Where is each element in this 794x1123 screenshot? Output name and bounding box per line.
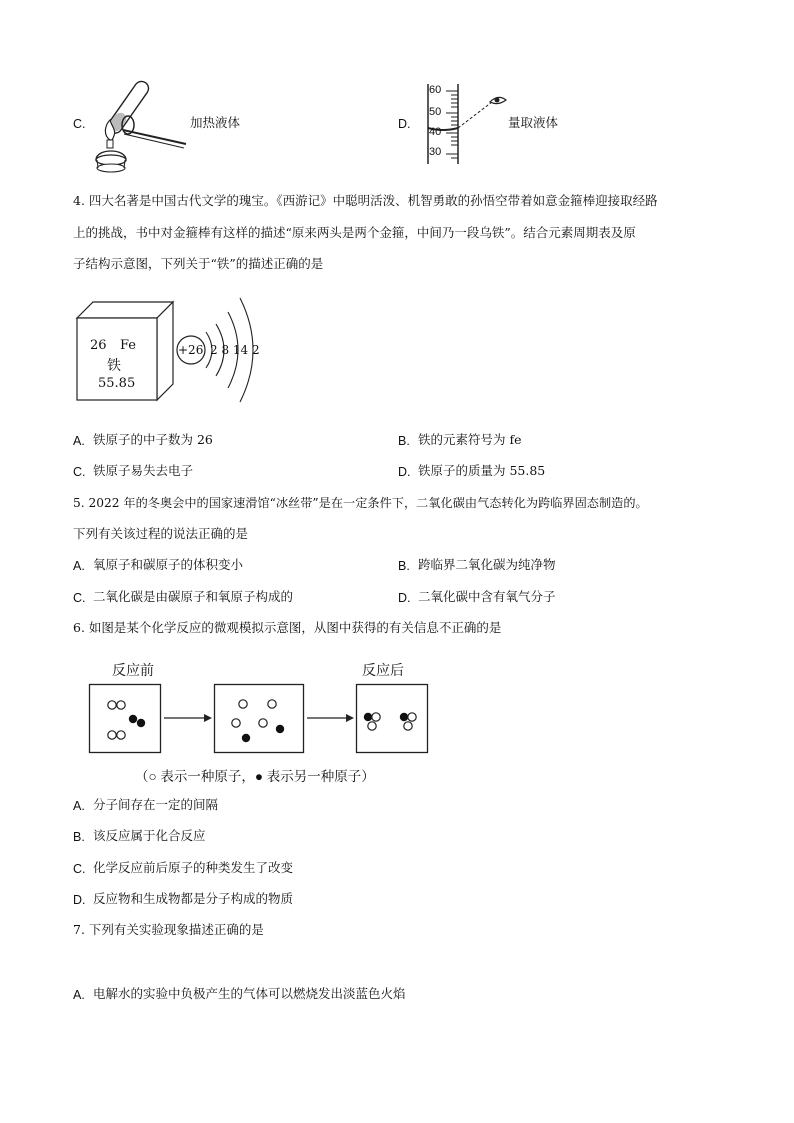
before-reaction-label: 反应前 bbox=[112, 662, 154, 678]
q7-stem: 7. 下列有关实验现象描述正确的是 bbox=[73, 922, 264, 937]
q6-option-b-text: 该反应属于化合反应 bbox=[93, 828, 206, 843]
q4-option-c-text: 铁原子易失去电子 bbox=[93, 463, 194, 478]
q5-option-a-text: 氧原子和碳原子的体积变小 bbox=[93, 557, 244, 572]
q6-option-c-label: C. bbox=[73, 862, 86, 876]
cylinder-mark-60: 60 bbox=[429, 84, 442, 96]
nucleus-charge: +26 bbox=[178, 343, 204, 357]
q6-option-c-text: 化学反应前后原子的种类发生了改变 bbox=[93, 860, 294, 875]
q6-option-d-text: 反应物和生成物都是分子构成的物质 bbox=[93, 891, 294, 906]
q4-option-d-label: D. bbox=[398, 465, 411, 479]
electron-shells: 2 8 14 2 bbox=[210, 343, 260, 357]
cylinder-mark-40: 40 bbox=[429, 126, 442, 138]
q5-option-b-text: 跨临界二氧化碳为纯净物 bbox=[418, 557, 556, 572]
reaction-legend: （○ 表示一种原子，● 表示另一种原子） bbox=[135, 769, 375, 784]
q5-option-b-label: B. bbox=[398, 559, 410, 573]
option-c-text: 加热液体 bbox=[190, 115, 241, 130]
option-d-label: D. bbox=[398, 117, 411, 131]
element-symbol: Fe bbox=[120, 338, 137, 353]
q5-stem-line-1: 5. 2022 年的冬奥会中的国家速滑馆“冰丝带”是在一定条件下，二氧化碳由气态转化为跨临界固态制造的。 bbox=[73, 496, 648, 510]
q4-option-c-label: C. bbox=[73, 465, 86, 479]
q7-option-a-label: A. bbox=[73, 988, 85, 1002]
option-c-label: C. bbox=[73, 117, 86, 131]
element-atomic-number: 26 bbox=[90, 338, 107, 353]
q4-option-b-text: 铁的元素符号为 fe bbox=[418, 432, 522, 447]
q4-option-a-text: 铁原子的中子数为 26 bbox=[93, 432, 213, 447]
option-d-text: 量取液体 bbox=[508, 115, 559, 130]
q4-option-d-text: 铁原子的质量为 55.85 bbox=[418, 463, 546, 478]
q4-stem-line-1: 4. 四大名著是中国古代文学的瑰宝。《西游记》中聪明活泼、机智勇敢的孙悟空带着如意金箍棒迎接取经路 bbox=[73, 193, 658, 208]
q4-stem-line-3: 子结构示意图，下列关于“铁”的描述正确的是 bbox=[73, 256, 324, 271]
q5-option-d-label: D. bbox=[398, 591, 411, 605]
after-reaction-label: 反应后 bbox=[362, 662, 404, 678]
cylinder-mark-50: 50 bbox=[429, 106, 442, 118]
q5-stem-line-2: 下列有关该过程的说法正确的是 bbox=[73, 526, 249, 541]
q7-option-a-text: 电解水的实验中负极产生的气体可以燃烧发出淡蓝色火焰 bbox=[93, 986, 406, 1001]
eye-icon bbox=[490, 97, 506, 103]
q5-option-c-label: C. bbox=[73, 591, 86, 605]
q5-option-c-text: 二氧化碳是由碳原子和氧原子构成的 bbox=[93, 589, 294, 604]
cylinder-mark-30: 30 bbox=[429, 146, 442, 158]
q6-option-a-text: 分子间存在一定的间隔 bbox=[93, 797, 219, 812]
q6-stem: 6. 如图是某个化学反应的微观模拟示意图，从图中获得的有关信息不正确的是 bbox=[73, 620, 502, 635]
heating-liquid-figure bbox=[88, 80, 188, 178]
q4-option-a-label: A. bbox=[73, 434, 85, 448]
element-atomic-mass: 55.85 bbox=[98, 376, 136, 391]
q6-option-b-label: B. bbox=[73, 830, 85, 844]
q6-option-a-label: A. bbox=[73, 799, 85, 813]
q5-option-a-label: A. bbox=[73, 559, 85, 573]
q4-option-b-label: B. bbox=[398, 434, 410, 448]
q5-option-d-text: 二氧化碳中含有氧气分子 bbox=[418, 589, 556, 604]
q4-stem-line-2: 上的挑战，书中对金箍棒有这样的描述“原来两头是两个金箍，中间乃一段乌铁”。结合元素周期表及原 bbox=[73, 225, 636, 240]
q6-option-d-label: D. bbox=[73, 893, 86, 907]
element-name: 铁 bbox=[107, 358, 121, 374]
reaction-micro-diagram bbox=[88, 680, 433, 754]
